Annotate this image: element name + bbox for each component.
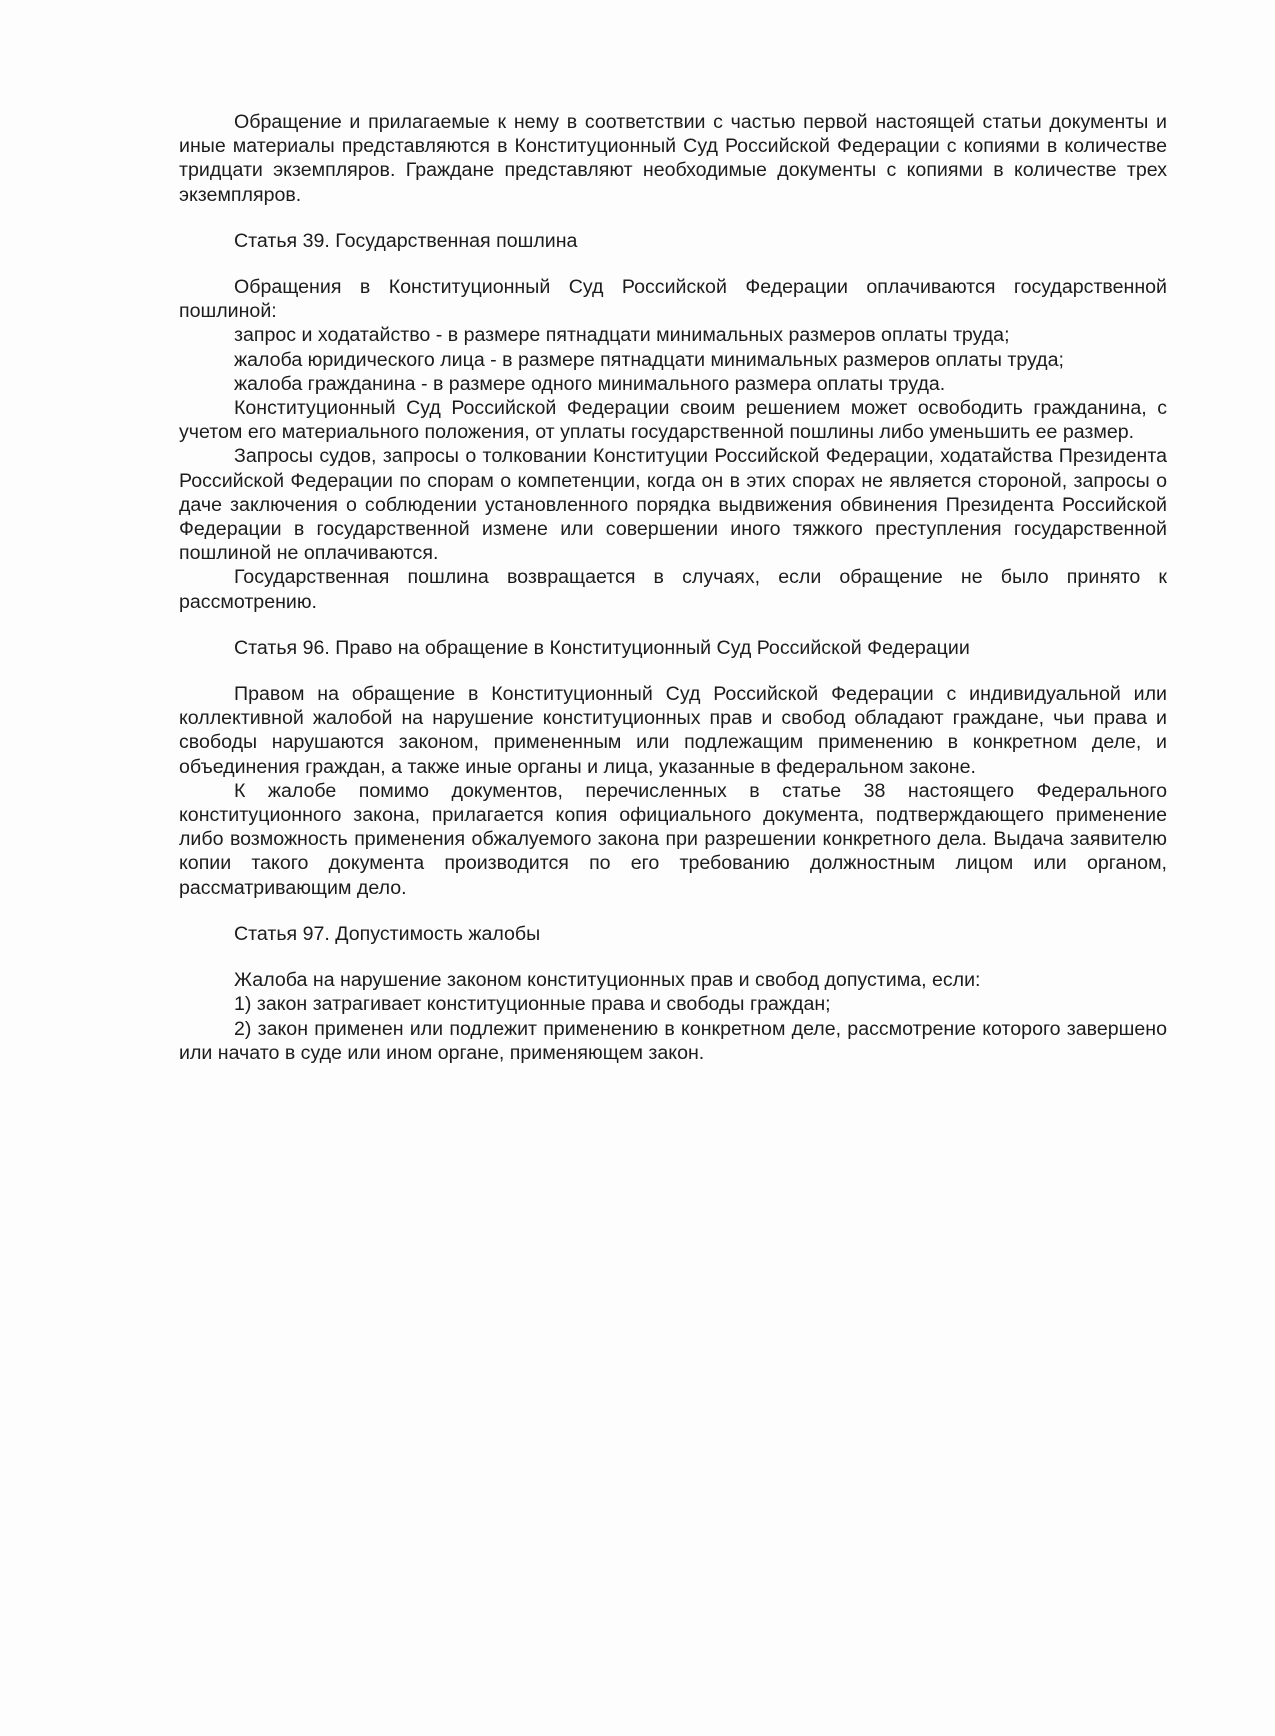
spacer <box>179 660 1167 682</box>
spacer <box>179 946 1167 968</box>
paragraph-fee-returned: Государственная пошлина возвращается в случаях, если обращение не было принято к рассмотрению. <box>179 566 1167 613</box>
document-body <box>179 110 1167 1065</box>
paragraph-fee-not-paid: Запросы судов, запросы о толковании Конституции Российской Федерации, ходатайства Президента Российской Федерации по спорам о компетенции, когда он в этих спорах не является стороной, запросы о даче заключения о соблюдении установленного порядка выдвижения обвинения Президента Российской Федерации в государственной измене или совершении иного тяжкого преступления государственной пошлиной не оплачиваются. <box>179 445 1167 565</box>
spacer <box>179 614 1167 636</box>
paragraph-documents-copies: Обращение и прилагаемые к нему в соответствии с частью первой настоящей статьи документы и иные материалы представляются в Конституционный Суд Российской Федерации с копиями в количестве тридцати экземпляров. Граждане представляют необходимые документы с копиями в количестве трех экземпляров. <box>179 111 1167 206</box>
list-item-condition-2: 2) закон применен или подлежит применению в конкретном деле, рассмотрение которого завершено или начато в суде или ином органе, применяющем закон. <box>179 1017 1167 1064</box>
list-item-request-fee: запрос и ходатайство - в размере пятнадцати минимальных размеров оплаты труда; <box>234 324 1010 347</box>
spacer <box>179 253 1167 275</box>
spacer <box>179 207 1167 229</box>
list-item-condition-1: 1) закон затрагивает конституционные права и свободы граждан; <box>234 993 831 1016</box>
paragraph-admissibility-intro: Жалоба на нарушение законом конституционных прав и свобод допустима, если: <box>234 969 981 992</box>
heading-article-97: Статья 97. Допустимость жалобы <box>234 922 541 945</box>
list-item-citizen-fee: жалоба гражданина - в размере одного минимального размера оплаты труда. <box>234 372 946 395</box>
spacer <box>179 900 1167 922</box>
paragraph-state-fee-intro: Обращения в Конституционный Суд Российской Федерации оплачиваются государственной пошлиной: <box>179 276 1167 323</box>
paragraph-complaint-attachments: К жалобе помимо документов, перечисленных в статье 38 настоящего Федерального конституционного закона, прилагается копия официального документа, подтверждающего применение либо возможность применения обжалуемого закона при разрешении конкретного дела. Выдача заявителю копии такого документа производится по его требованию должностным лицом или органом, рассматривающим дело. <box>179 779 1167 899</box>
paragraph-fee-exemption: Конституционный Суд Российской Федерации своим решением может освободить гражданина, с учетом его материального положения, от уплаты государственной пошлины либо уменьшить ее размер. <box>179 397 1167 444</box>
heading-article-96: Статья 96. Право на обращение в Конституционный Суд Российской Федерации <box>234 636 970 659</box>
list-item-legal-entity-fee: жалоба юридического лица - в размере пятнадцати минимальных размеров оплаты труда; <box>234 348 1064 371</box>
heading-article-39: Статья 39. Государственная пошлина <box>234 229 578 252</box>
paragraph-right-to-appeal: Правом на обращение в Конституционный Суд Российской Федерации с индивидуальной или коллективной жалобой на нарушение конституционных прав и свобод обладают граждане, чьи права и свободы нарушаются законом, примененным или подлежащим применению в конкретном деле, и объединения граждан, а также иные органы и лица, указанные в федеральном законе. <box>179 683 1167 778</box>
